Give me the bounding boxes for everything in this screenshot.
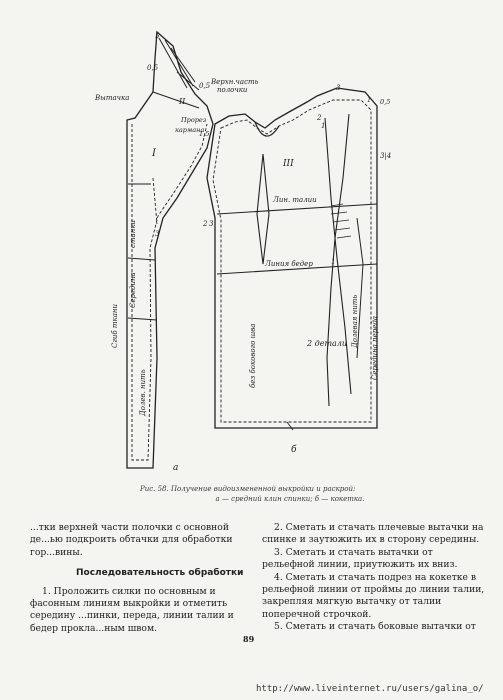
label-num-3b: 3 — [209, 220, 214, 228]
label-letter-b: б — [291, 445, 297, 455]
label-roman-3: III — [283, 159, 294, 169]
label-dolev-nit-2: Долевая нить — [351, 294, 359, 348]
label-lin-talii: Лин. талии — [273, 196, 317, 204]
label-num-0-5: 0,5 — [380, 98, 391, 106]
label-num-3-4: 3|4 — [380, 152, 392, 160]
label-polochki: полочки — [217, 86, 248, 94]
label-num-1a: 1 — [367, 96, 372, 104]
label-num-2b: 2 — [317, 114, 322, 122]
label-num-3c: 3 — [336, 84, 341, 92]
pattern-figure — [95, 28, 400, 480]
page-number: 89 — [243, 634, 255, 644]
label-seredina-pereda: Середина переда — [371, 316, 379, 380]
label-verkh-chast: Верхн.часть — [211, 78, 259, 86]
label-sgib-tkani: Сгиб ткани — [111, 303, 119, 348]
label-seredina: Середина — [129, 272, 137, 308]
step-4: 4. Сметать и стачать подрез на кокетке в рельефной линии от проймы до линии талии, закрепляя мягкую вытачку от талии поперечной строчкой. — [262, 571, 485, 620]
label-1-5: 1,5 — [199, 130, 210, 138]
right-text-column — [262, 522, 487, 634]
label-num-1b: 1 — [321, 122, 326, 130]
label-top-number-0-5a: 0,5 — [147, 64, 159, 72]
label-roman-1: I — [152, 148, 156, 159]
label-num-3a: 3 — [155, 230, 160, 238]
label-karmana: кармана — [175, 126, 205, 134]
caption-line-1: Рис. 58. Получение видоизмененной выкройки и раскрой: — [140, 485, 356, 493]
label-roman-2: II — [179, 97, 186, 106]
label-dolev-nit-1: Долев. нить — [139, 369, 147, 416]
caption-line-2: а — средний клин спинки; б — кокетка. — [215, 495, 365, 503]
left-text-column — [30, 522, 250, 635]
label-bez-bokovogo: без бокового шва — [249, 323, 257, 388]
label-top-number-5: 5 — [155, 32, 160, 40]
section-heading: Последовательность обработки — [76, 568, 244, 579]
label-stanki: станки — [129, 219, 137, 248]
label-vytachka: Вытачка — [95, 94, 130, 102]
label-num-3d: 1 — [331, 258, 336, 266]
label-num-2a: 2 — [203, 220, 208, 228]
source-watermark: http://www.liveinternet.ru/users/galina_o/ — [256, 684, 484, 694]
label-prorez: Прорез — [181, 116, 207, 124]
label-liniya-bedr: Линия бедер — [265, 260, 313, 268]
step-3: 3. Сметать и стачать вытачки от рельефной линии, приутюжить их вниз. — [262, 546, 458, 571]
step-2: 2. Сметать и стачать плечевые вытачки на спинке и заутюжить их в сторону середины. — [262, 522, 484, 546]
label-top-number-0-5b: 0,5 — [199, 82, 211, 90]
piece-b-outline — [207, 88, 377, 428]
label-letter-a: а — [173, 463, 179, 473]
figure-caption — [140, 484, 440, 504]
intro-paragraph: ...тки верхней части полочки с основной де...ью подкроить обтачки для обработки гор...вины. — [30, 522, 233, 558]
step-5: 5. Сметать и стачать боковые вытачки от — [274, 621, 476, 633]
step-1: 1. Проложить силки по основным и фасонным линиям выкройки и отметить середину ...пинки, переда, линии талии и бедер прокла...ным швом. — [30, 585, 234, 634]
label-2-detali: 2 детали — [307, 339, 348, 348]
